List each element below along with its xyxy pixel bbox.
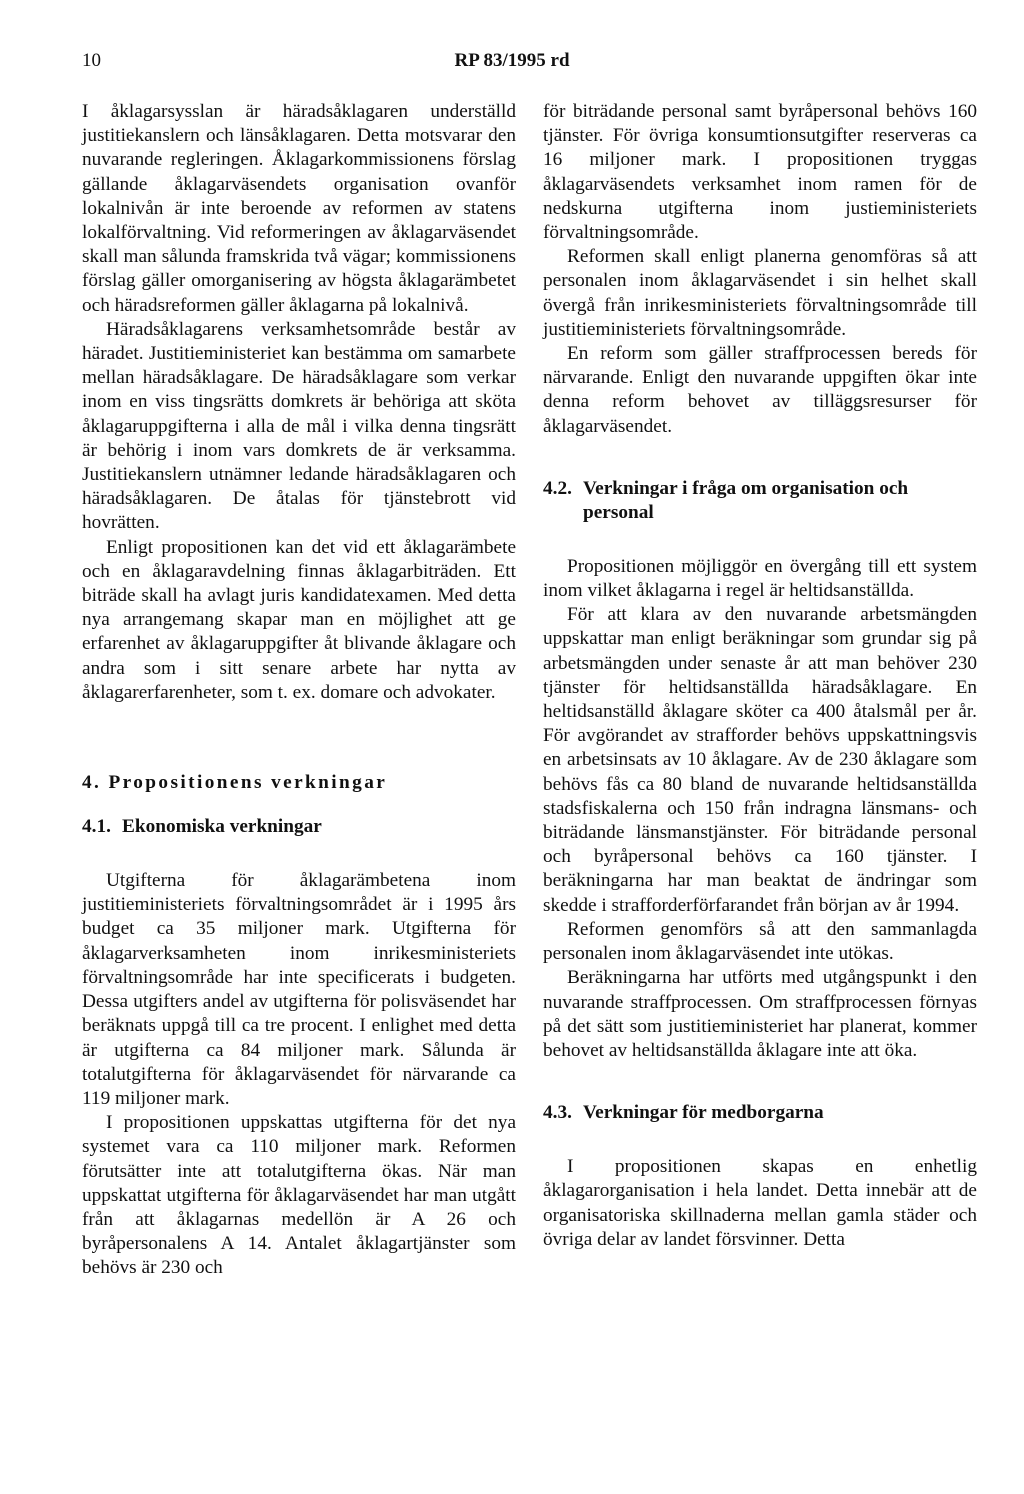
- page-number: 10: [82, 50, 101, 71]
- spacer: [543, 1063, 977, 1101]
- paragraph: Beräkningarna har utförts med utgångspunkt i den nuvarande straffprocessen. Om straffprocessen förnyas på det sätt som justitieministeriet har planerat, kommer behovet av heltidsanställda åklagare inte att öka.: [543, 967, 977, 1061]
- paragraph: En reform som gäller straffprocessen bereds för närvarande. Enligt den nuvarande uppgiften ökar inte denna reform behovet av tilläggsresurser för åklagarväsendet.: [543, 343, 977, 437]
- section-heading-4-2: [543, 477, 977, 525]
- document-id: RP 83/1995 rd: [454, 50, 570, 71]
- paragraph: Enligt propositionen kan det vid ett åklagarämbete och en åklagaravdelning finnas åklagarbiträden. Ett biträde skall ha avlagt juris kandidatexamen. Med detta nya arrangemang skapar man en möjlighet att ge erfarenhet av åklagaruppgifter åt blivande åklagare och andra som i sitt senare arbete har nytta av åklagarerfarenheter, som t. ex. domare och advokater.: [82, 536, 516, 703]
- paragraph: I propositionen uppskattas utgifterna för det nya systemet vara ca 110 miljoner mark. Reformen förutsätter inte att totalutgifterna ökas. När man uppskattat utgifterna för åklagarväsendet har man utgått från att åklagarnas medellön är A 26 och byråpersonalens A 14. Antalet åklagartjänster som behövs är 230 och: [82, 1112, 516, 1279]
- section-number: 4.3.: [543, 1102, 572, 1124]
- chapter-heading: 4. Propositionens verkningar: [82, 772, 388, 794]
- spacer: [543, 439, 977, 477]
- paragraph: Propositionen möjliggör en övergång till ett system inom vilket åklagarna i regel är heltidsanställda.: [543, 555, 977, 602]
- section-title: Ekonomiska verkningar: [122, 816, 322, 838]
- section-number: 4.1.: [82, 816, 111, 838]
- paragraph: Reformen genomförs så att den sammanlagda personalen inom åklagarväsendet inte utökas.: [543, 918, 977, 965]
- paragraph: I åklagarsysslan är häradsåklagaren underställd justitiekanslern och länsåklagaren. Detta motsvarar den nuvarande regleringen. Åklagarkommissionens förslag gällande åklagarväsendets organisation ovanför lokalnivån är inte beroende av reformen av statens lokalförvaltning. Vid reformeringen av åklagarväsendet skall man sålunda framskrida två vägar; kommissionens förslag gäller omorganisering av högsta åklagarämbetet och häradsreformen gäller åklagarna på lokalnivå.: [82, 101, 516, 316]
- paragraph: För att klara av den nuvarande arbetsmängden uppskattar man enligt beräkningar som grundar sig på arbetsmängden under senaste år att man behöver 230 tjänster för heltidsanställda häradsåklagare. En heltidsanställd åklagare sköter ca 400 åtalsmål per år. För avgörandet av strafforder behövs uppskattningsvis en arbetsinsats av 10 åklagare. Av de 230 åklagare som behövs fås ca 80 bland de nuvarande heltidsanställda stadsfiskalerna och 150 från indragna länsmans- och biträdande länsmanstjänster. För biträdande personal och byråpersonal behövs ca 160 tjänster. I beräkningarna har man beaktat de ändringar som skedde i strafforderförfarandet från början av år 1994.: [543, 604, 977, 916]
- paragraph: Utgifterna för åklagarämbetena inom justitieministeriets förvaltningsområdet är i 1995 års budget ca 35 miljoner mark. Utgifterna för åklagarverksamheten inom inrikesministeriets förvaltningsområde har inte specificerats i budgeten. Dessa utgifters andel av utgifterna för polisväsendet har beräknats uppgå till ca tre procent. I enlighet med detta är utgifterna ca 84 miljoner mark. Sålunda är totalutgifterna för åklagarväsendet för närvarande ca 119 miljoner mark.: [82, 870, 516, 1109]
- section-heading-4-1: [82, 815, 516, 839]
- right-column: [543, 100, 977, 1252]
- paragraph: Häradsåklagarens verksamhetsområde består av häradet. Justitieministeriet kan bestämma om samarbete mellan häradsåklagare. De häradsåklagare som verkar inom en viss tingsrätts domkrets är behöriga att sköta åklagaruppgifterna i alla de mål i vilka denna tingsrätt är behörig i inom vars domkrets de är verksamma. Justitiekanslern utnämner ledande häradsåklagaren och häradsåklagaren. De åtalas för tjänstebrott vid hovrätten.: [82, 318, 516, 534]
- section-heading-4-3: [543, 1101, 977, 1125]
- section-title: Verkningar för medborgarna: [583, 1102, 824, 1124]
- section-title: Verkningar i fråga om organisation och personal: [583, 477, 909, 523]
- left-column: [82, 100, 516, 1281]
- paragraph: Reformen skall enligt planerna genomföras så att personalen inom åklagarväsendet i sin helhet skall övergå från inrikesministeriets förvaltningsområde till justitieministeriets förvaltningsområde.: [543, 246, 977, 340]
- section-number: 4.2.: [543, 477, 572, 499]
- paragraph: I propositionen skapas en enhetlig åklagarorganisation i hela landet. Detta innebär att de organisatoriska skillnaderna mellan gamla städer och övriga delar av landet försvinner. Detta: [543, 1156, 977, 1250]
- paragraph: för biträdande personal samt byråpersonal behövs 160 tjänster. För övriga konsumtionsutgifter reserveras ca 16 miljoner mark. I propositionen tryggas åklagarväsendets verksamhet inom ramen för de nedskurna utgifterna inom justieministeriets förvaltningsområde.: [543, 101, 977, 244]
